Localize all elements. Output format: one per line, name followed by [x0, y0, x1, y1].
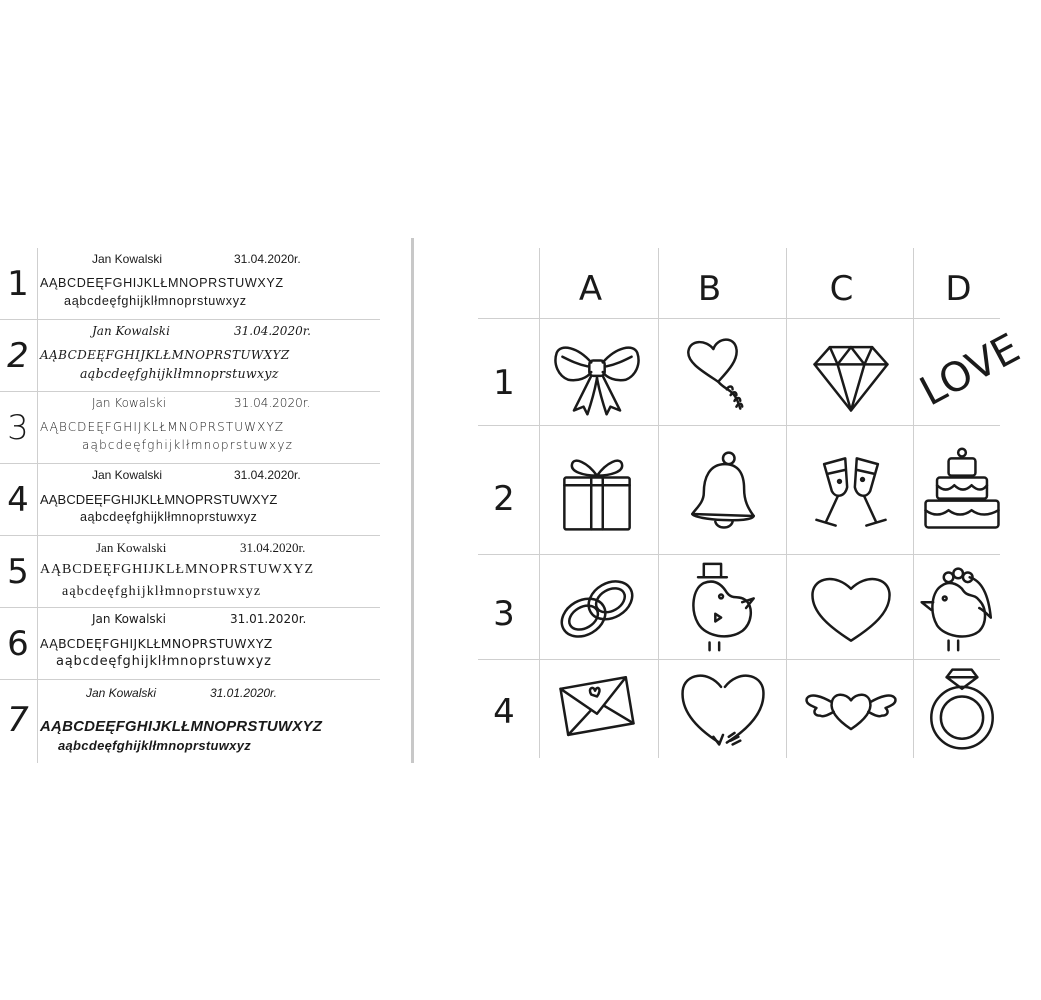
font-sample-row [0, 680, 380, 763]
motif-cell-d1[interactable] [914, 324, 1041, 424]
font-sample-row [0, 248, 380, 320]
motif-cell-b1[interactable] [659, 324, 786, 424]
bride-bird-icon [914, 560, 1010, 656]
sample-lowercase: aąbcdeęfghijklłmnoprstuwxyz [56, 654, 272, 669]
column-header-b: B [697, 269, 722, 309]
motif-grid [478, 248, 1028, 758]
motif-cell-b4[interactable] [659, 662, 786, 754]
motif-cell-a1[interactable] [533, 324, 660, 424]
motif-cell-a2[interactable] [533, 430, 660, 552]
diamond-icon [803, 326, 899, 422]
motif-cell-c1[interactable] [787, 324, 914, 424]
sample-name: Jan Kowalski [86, 686, 157, 700]
row-header-3: 3 [493, 594, 515, 634]
panel-divider [411, 238, 414, 763]
sample-lowercase: aąbcdeęfghijklłmnoprstuwxyz [64, 294, 247, 308]
heart-arrows-icon [675, 660, 771, 756]
font-sample-row [0, 464, 380, 536]
font-sample-number: 5 [7, 552, 29, 592]
row-divider-vertical [37, 248, 38, 320]
linked-rings-icon [549, 560, 645, 656]
motif-cell-d3[interactable] [914, 558, 1041, 658]
motif-cell-c3[interactable] [787, 558, 914, 658]
sample-date: 31.01.2020r. [210, 686, 277, 700]
sample-date: 31.01.2020r. [230, 612, 307, 626]
love-text-icon [912, 324, 1028, 422]
sample-name: Jan Kowalski [92, 612, 166, 626]
column-header-d: D [945, 269, 972, 309]
row-divider-vertical [37, 608, 38, 680]
sample-name: Jan Kowalski [92, 468, 163, 482]
sample-uppercase: AĄBCDEĘFGHIJKLŁMNOPRSTUWXYZ [40, 562, 314, 577]
motif-cell-b2[interactable] [659, 430, 786, 552]
font-sample-row [0, 536, 380, 608]
column-header-a: A [578, 269, 603, 309]
gift-box-icon [549, 443, 645, 539]
sample-name: Jan Kowalski [92, 252, 163, 266]
motif-cell-c2[interactable] [787, 430, 914, 552]
sample-date: 31.04.2020r. [234, 252, 301, 266]
row-header-2: 2 [493, 479, 515, 519]
groom-bird-icon [675, 560, 771, 656]
motif-cell-c4[interactable] [787, 662, 914, 754]
sample-lowercase: aąbcdeęfghijklłmnoprstuwxyz [58, 738, 252, 753]
love-text: LOVE [912, 324, 1028, 416]
sample-name: Jan Kowalski [92, 324, 170, 338]
grid-line [478, 318, 1000, 319]
motif-cell-d2[interactable] [914, 430, 1041, 552]
wedding-cake-icon [914, 443, 1010, 539]
sample-uppercase: AĄBCDEĘFGHIJKLŁMNOPRSTUWXYZ [40, 718, 323, 735]
row-divider-vertical [37, 464, 38, 536]
sample-uppercase: AĄBCDEĘFGHIJKLŁMNOPRSTUWXYZ [40, 492, 278, 507]
sample-date: 31.04.2020r. [234, 468, 301, 482]
font-sample-number: 3 [7, 408, 29, 448]
row-divider-vertical [37, 392, 38, 464]
sample-uppercase: AĄBCDEĘFGHIJKLŁMNOPRSTUWXYZ [40, 420, 285, 434]
motif-cell-d4[interactable] [914, 662, 1041, 754]
diamond-ring-icon [914, 660, 1010, 756]
heart-icon [803, 560, 899, 656]
font-sample-number: 4 [7, 480, 29, 520]
motif-cell-a4[interactable] [533, 662, 660, 754]
font-sample-number: 2 [7, 336, 29, 376]
sample-date: 31.04.2020r. [240, 540, 306, 555]
motif-cell-a3[interactable] [533, 558, 660, 658]
champagne-glasses-icon [803, 443, 899, 539]
sample-uppercase: AĄBCDEĘFGHIJKLŁMNOPRSTUWXYZ [40, 636, 273, 651]
sample-lowercase: aąbcdeęfghijklłmnoprstuwxyz [62, 584, 262, 599]
row-header-1: 1 [493, 363, 515, 403]
sample-uppercase: AĄBCDEĘFGHIJKLŁMNOPRSTUWXYZ [40, 276, 284, 290]
heart-balloon-icon [675, 326, 771, 422]
font-sample-row [0, 320, 380, 392]
row-divider-vertical [37, 536, 38, 608]
sample-date: 31.04.2020r. [234, 324, 311, 338]
sample-lowercase: aąbcdeęfghijklłmnoprstuwxyz [82, 438, 294, 452]
row-divider-vertical [37, 680, 38, 763]
row-header-4: 4 [493, 692, 515, 732]
sample-uppercase: AĄBCDEĘFGHIJKLŁMNOPRSTUWXYZ [40, 348, 290, 362]
grid-line [478, 425, 1000, 426]
font-sample-number: 7 [7, 700, 29, 740]
sample-name: Jan Kowalski [96, 540, 167, 555]
font-sample-row [0, 608, 380, 680]
sample-date: 31.04.2020r. [234, 396, 311, 410]
sample-lowercase: aąbcdeęfghijklłmnoprstuwxyz [80, 366, 279, 381]
grid-line [478, 554, 1000, 555]
font-sample-row [0, 392, 380, 464]
row-divider-vertical [37, 320, 38, 392]
font-sample-number: 6 [7, 624, 29, 664]
motif-cell-b3[interactable] [659, 558, 786, 658]
bow-icon [549, 326, 645, 422]
column-header-c: C [829, 269, 854, 309]
font-samples-panel [0, 248, 400, 763]
sample-name: Jan Kowalski [92, 396, 166, 410]
envelope-icon [549, 660, 645, 756]
sample-lowercase: aąbcdeęfghijklłmnoprstuwxyz [80, 510, 258, 524]
font-sample-number: 1 [7, 264, 29, 304]
winged-heart-icon [803, 660, 899, 756]
bell-icon [675, 443, 771, 539]
